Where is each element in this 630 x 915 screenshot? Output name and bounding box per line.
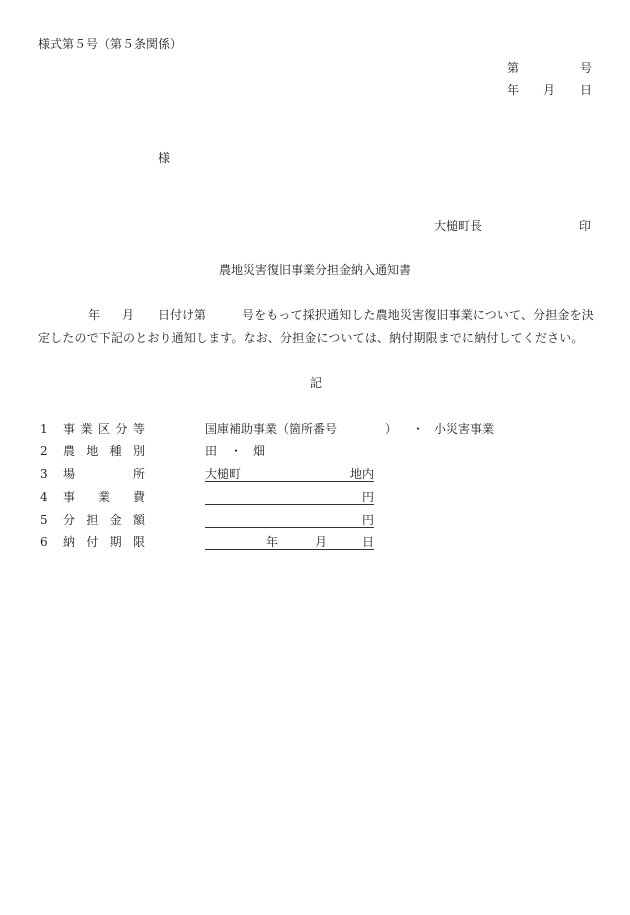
label-char: 分: [63, 513, 76, 527]
label-char: 期: [109, 535, 122, 549]
label-char: 事: [63, 422, 76, 436]
due-year: 年: [266, 535, 279, 549]
body-year: 年: [88, 308, 101, 322]
item-value-alt: 畑: [253, 444, 266, 458]
body-line1: 号をもって採択通知した農地災害復旧事業について、分担金を決: [242, 308, 594, 322]
label-char: 額: [132, 513, 145, 527]
label-char: 金: [109, 513, 122, 527]
label-char: 場: [63, 467, 76, 481]
item-number: 2: [40, 444, 48, 458]
date-year: 年: [507, 83, 520, 97]
item-value: 田: [205, 444, 218, 458]
due-month: 月: [315, 535, 328, 549]
location-field: [205, 467, 374, 482]
item-suffix: 地内: [349, 467, 374, 481]
item-value: 大槌町: [205, 467, 242, 481]
label-char: 地: [86, 444, 99, 458]
item-value-close: ）: [385, 422, 398, 436]
doc-number-prefix: 第: [507, 61, 520, 75]
issuer-name: 大槌町長: [434, 219, 483, 233]
date-day: 日: [580, 83, 593, 97]
due-day: 日: [361, 535, 374, 549]
label-char: 費: [132, 490, 145, 504]
item-label: [63, 490, 145, 504]
item-number: 4: [40, 490, 48, 504]
label-char: 限: [132, 535, 145, 549]
item-value: 国庫補助事業（箇所番号: [205, 422, 338, 436]
label-char: 分: [115, 422, 128, 436]
item-label: [63, 444, 145, 458]
label-char: 種: [109, 444, 122, 458]
share-amount-field: [205, 513, 374, 528]
item-suffix: 円: [361, 513, 374, 527]
item-label: [63, 422, 145, 436]
project-cost-field: [205, 490, 374, 505]
issuer-seal: 印: [579, 219, 592, 233]
label-char: 担: [86, 513, 99, 527]
body-line2: 定したので下記のとおり通知します。なお、分担金については、納付期限までに納付してください。: [38, 331, 584, 345]
form-label: 様式第５号（第５条関係）: [38, 37, 183, 51]
label-char: 別: [132, 444, 145, 458]
item-label: [63, 535, 145, 549]
label-char: 農: [63, 444, 76, 458]
item-label: [63, 467, 145, 481]
document-title: 農地災害復旧事業分担金納入通知書: [218, 263, 411, 277]
body-day-ref: 日付け第: [158, 308, 207, 322]
label-char: 区: [97, 422, 110, 436]
label-char: 業: [97, 490, 110, 504]
label-char: 納: [63, 535, 76, 549]
item-number: 1: [40, 422, 48, 436]
item-number: 5: [40, 513, 48, 527]
item-number: 3: [40, 467, 48, 481]
due-date-field: [205, 535, 374, 550]
label-char: 業: [80, 422, 93, 436]
item-separator: ・: [230, 444, 243, 458]
label-char: 付: [86, 535, 99, 549]
body-month: 月: [122, 308, 135, 322]
label-char: 事: [63, 490, 76, 504]
item-number: 6: [40, 535, 48, 549]
item-value-alt: 小災害事業: [434, 422, 495, 436]
item-separator: ・: [412, 422, 425, 436]
date-month: 月: [543, 83, 556, 97]
item-label: [63, 513, 145, 527]
label-char: 等: [132, 422, 145, 436]
addressee-suffix: 様: [158, 151, 171, 165]
label-char: 所: [132, 467, 145, 481]
doc-number-suffix: 号: [580, 61, 593, 75]
item-suffix: 円: [361, 490, 374, 504]
ki-heading: 記: [310, 376, 323, 390]
